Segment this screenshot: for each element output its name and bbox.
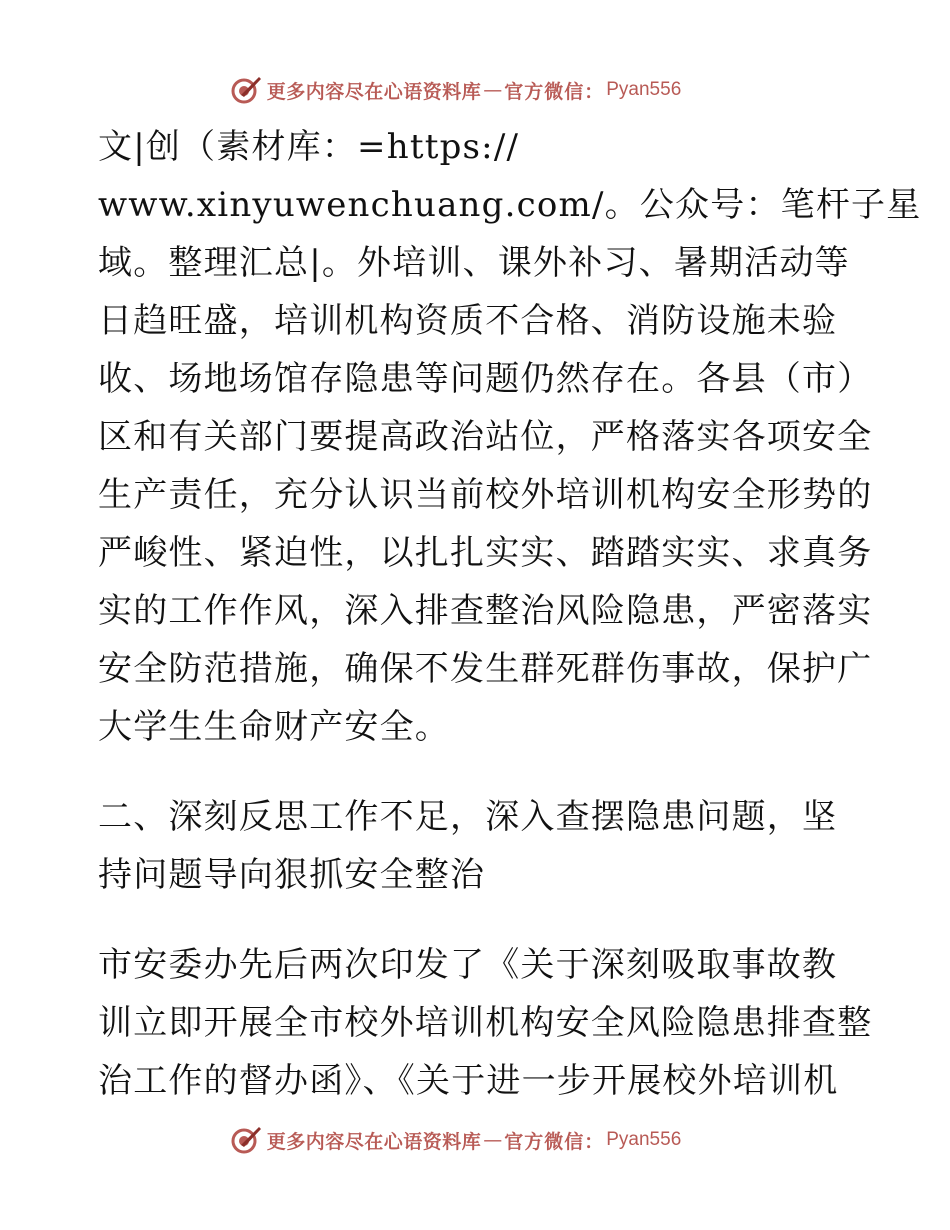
watermark-official-label: 官方微信： (504, 80, 605, 103)
watermark-official-label: 官方微信： (504, 1130, 605, 1153)
watermark-brand: 更多内容尽在心语资料库 (266, 80, 482, 103)
text-line: www.xinyuwenchuang.com/。公众号：笔杆子星 (98, 185, 922, 225)
quill-seal-icon (229, 73, 263, 107)
text-line: 训立即开展全市校外培训机构安全风险隐患排查整 (98, 1003, 873, 1043)
text-line: 区和有关部门要提高政治站位，严格落实各项安全 (98, 417, 873, 457)
watermark-separator: — (483, 1129, 503, 1151)
text-line: 域。整理汇总|。外培训、课外补习、暑期活动等 (98, 243, 850, 283)
paragraph-gap (98, 756, 858, 788)
watermark-separator: — (483, 79, 503, 101)
watermark-brand: 更多内容尽在心语资料库 (266, 1130, 482, 1153)
text-line: 生产责任，充分认识当前校外培训机构安全形势的 (98, 475, 873, 515)
watermark-wechat-handle: Pyan556 (606, 1129, 682, 1150)
text-line: 日趋旺盛，培训机构资质不合格、消防设施未验 (98, 301, 838, 341)
watermark-wechat-handle: Pyan556 (606, 79, 682, 100)
quill-seal-icon (229, 1123, 263, 1157)
header-watermark (0, 70, 950, 110)
text-line: 大学生生命财产安全。 (98, 707, 450, 747)
text-line: 治工作的督办函》、《关于进一步开展校外培训机 (98, 1061, 839, 1101)
paragraph-gap (98, 904, 858, 936)
text-line: 收、场地场馆存隐患等问题仍然存在。各县（市） (98, 359, 873, 399)
paragraph-3 (98, 936, 873, 1110)
text-line: 实的工作作风，深入排查整治风险隐患，严密落实 (98, 591, 873, 631)
text-line: 文|创（素材库：=https:// (98, 127, 520, 167)
document-body (98, 118, 922, 1110)
text-line: 严峻性、紧迫性，以扎扎实实、踏踏实实、求真务 (98, 533, 873, 573)
footer-watermark (0, 1120, 950, 1160)
text-line: 安全防范措施，确保不发生群死群伤事故，保护广 (98, 649, 873, 689)
heading-line: 持问题导向狠抓安全整治 (98, 855, 486, 895)
paragraph-1 (98, 118, 922, 756)
text-line: 市安委办先后两次印发了《关于深刻吸取事故教 (98, 945, 838, 985)
section-heading-2 (98, 788, 858, 904)
heading-line: 二、深刻反思工作不足，深入查摆隐患问题，坚 (98, 797, 838, 837)
